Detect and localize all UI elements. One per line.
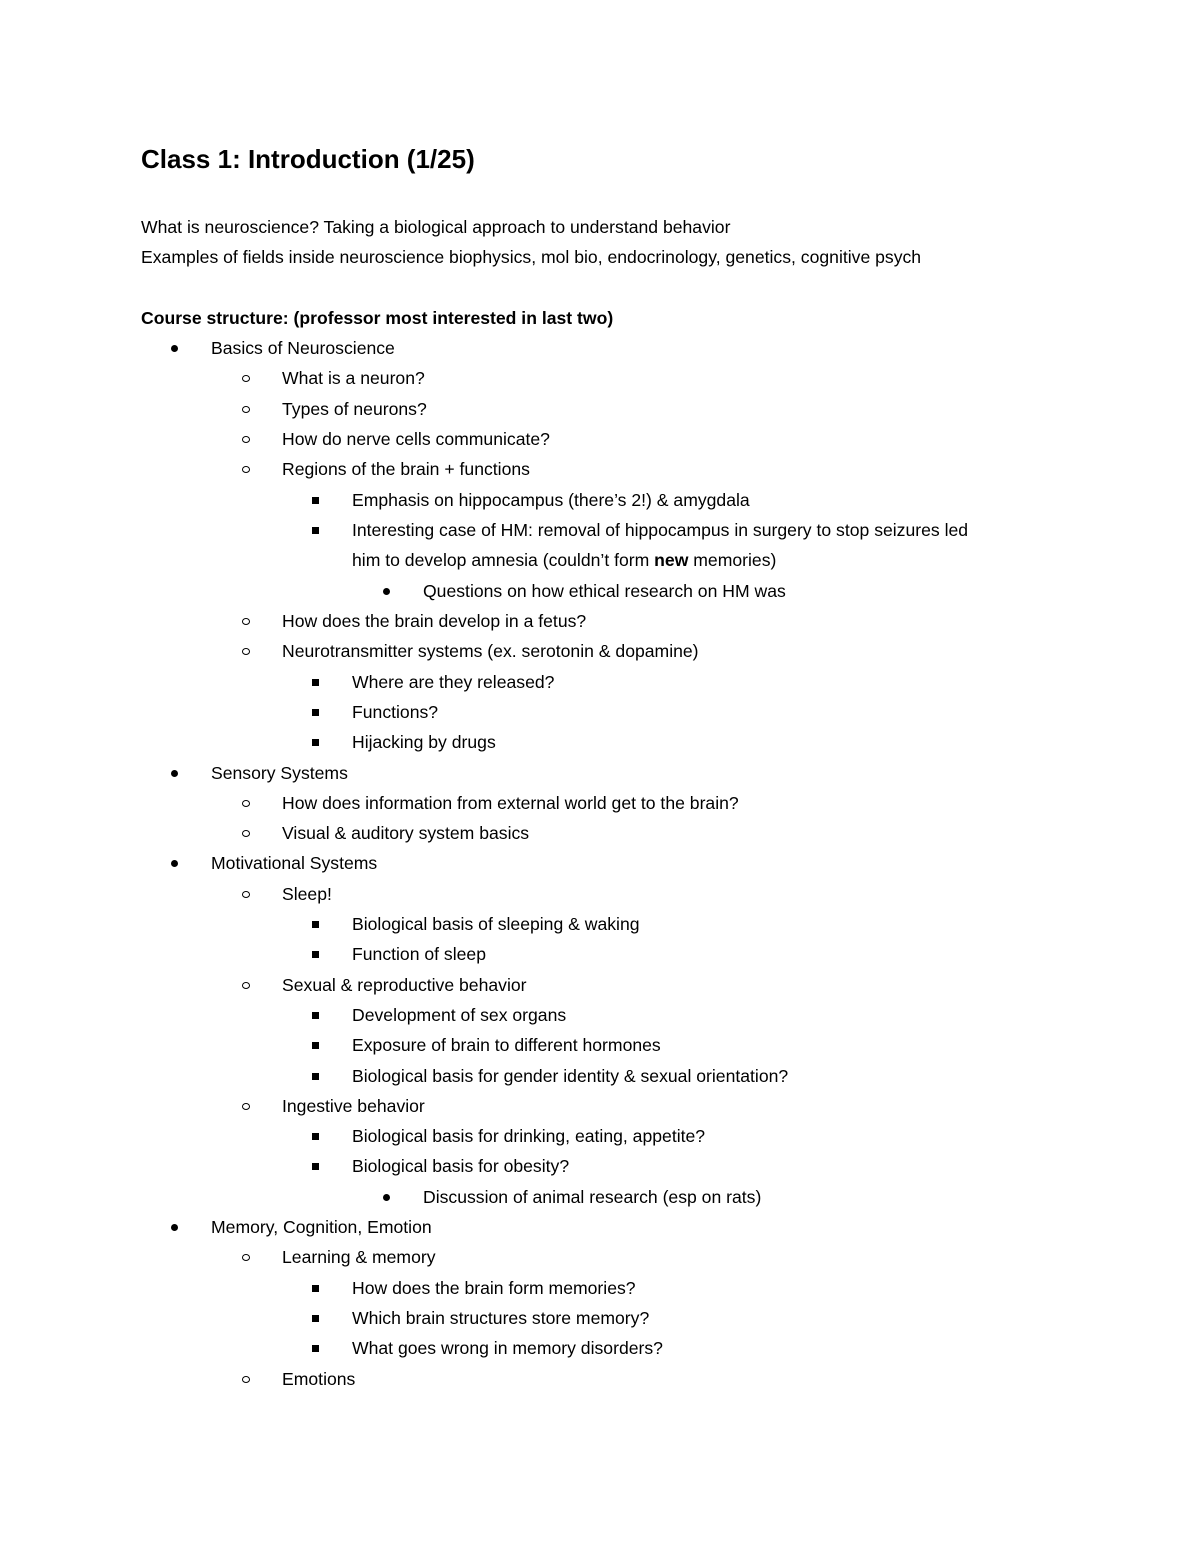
- bullet-square-icon: [316, 1336, 326, 1360]
- list-item: How does the brain develop in a fetus?: [282, 609, 586, 633]
- bullet-square-icon: [316, 700, 326, 724]
- list-item: Motivational Systems: [211, 851, 377, 875]
- bullet-square-icon: [316, 1064, 326, 1088]
- bullet-circle-icon: [246, 882, 256, 906]
- bullet-circle-icon: [246, 609, 256, 633]
- list-item: Ingestive behavior: [282, 1094, 425, 1118]
- bullet-circle-icon: [246, 973, 256, 997]
- list-item: Discussion of animal research (esp on rats): [423, 1185, 761, 1209]
- list-item: Biological basis for drinking, eating, appetite?: [352, 1124, 705, 1148]
- list-item: Visual & auditory system basics: [282, 821, 529, 845]
- course-structure-heading: Course structure: (professor most interested in last two): [141, 308, 614, 328]
- list-item: How do nerve cells communicate?: [282, 427, 550, 451]
- bullet-dot-icon: [387, 1185, 397, 1209]
- bullet-circle-icon: [246, 1367, 256, 1391]
- bullet-square-icon: [316, 1033, 326, 1057]
- list-item: Sensory Systems: [211, 761, 348, 785]
- list-item: Neurotransmitter systems (ex. serotonin & dopamine): [282, 639, 699, 663]
- bullet-square-icon: [316, 1003, 326, 1027]
- bullet-square-icon: [316, 518, 326, 542]
- list-item: Exposure of brain to different hormones: [352, 1033, 661, 1057]
- bullet-dot-icon: [387, 579, 397, 603]
- bullet-square-icon: [316, 1124, 326, 1148]
- list-item: Regions of the brain + functions: [282, 457, 530, 481]
- emphasis-new: new: [654, 550, 689, 570]
- list-item: How does the brain form memories?: [352, 1276, 636, 1300]
- list-item: Functions?: [352, 700, 438, 724]
- list-item: Questions on how ethical research on HM was: [423, 579, 786, 603]
- bullet-circle-icon: [246, 457, 256, 481]
- bullet-dot-icon: [175, 336, 185, 360]
- list-item: What goes wrong in memory disorders?: [352, 1336, 663, 1360]
- list-item: Which brain structures store memory?: [352, 1306, 649, 1330]
- page-title: Class 1: Introduction (1/25): [141, 144, 475, 174]
- bullet-square-icon: [316, 488, 326, 512]
- list-item: Types of neurons?: [282, 397, 427, 421]
- bullet-circle-icon: [246, 397, 256, 421]
- bullet-circle-icon: [246, 366, 256, 390]
- bullet-square-icon: [316, 1154, 326, 1178]
- list-item: Sleep!: [282, 882, 332, 906]
- list-item: Emphasis on hippocampus (there’s 2!) & amygdala: [352, 488, 750, 512]
- list-item: Where are they released?: [352, 670, 554, 694]
- bullet-circle-icon: [246, 427, 256, 451]
- intro-line-1: What is neuroscience? Taking a biological approach to understand behavior: [141, 217, 731, 237]
- bullet-square-icon: [316, 670, 326, 694]
- list-item-continuation: him to develop amnesia (couldn’t form new memories): [352, 550, 777, 570]
- bullet-circle-icon: [246, 639, 256, 663]
- bullet-circle-icon: [246, 821, 256, 845]
- bullet-dot-icon: [175, 1215, 185, 1239]
- list-item: Biological basis of sleeping & waking: [352, 912, 640, 936]
- list-item: Interesting case of HM: removal of hippocampus in surgery to stop seizures led: [352, 518, 968, 542]
- bullet-dot-icon: [175, 851, 185, 875]
- list-item: Learning & memory: [282, 1245, 436, 1269]
- list-item: Basics of Neuroscience: [211, 336, 395, 360]
- list-item: Emotions: [282, 1367, 355, 1391]
- bullet-square-icon: [316, 1306, 326, 1330]
- bullet-square-icon: [316, 1276, 326, 1300]
- list-item: Function of sleep: [352, 942, 486, 966]
- list-item: What is a neuron?: [282, 366, 425, 390]
- bullet-square-icon: [316, 942, 326, 966]
- list-item: Development of sex organs: [352, 1003, 566, 1027]
- list-item: Sexual & reproductive behavior: [282, 973, 527, 997]
- list-item: Biological basis for gender identity & sexual orientation?: [352, 1064, 788, 1088]
- bullet-circle-icon: [246, 1094, 256, 1118]
- bullet-circle-icon: [246, 1245, 256, 1269]
- list-item: How does information from external world get to the brain?: [282, 791, 739, 815]
- bullet-square-icon: [316, 912, 326, 936]
- bullet-circle-icon: [246, 791, 256, 815]
- intro-line-2: Examples of fields inside neuroscience biophysics, mol bio, endocrinology, genetics, cognitive psych: [141, 247, 922, 267]
- bullet-dot-icon: [175, 761, 185, 785]
- bullet-square-icon: [316, 730, 326, 754]
- list-item: Hijacking by drugs: [352, 730, 496, 754]
- list-item: Memory, Cognition, Emotion: [211, 1215, 432, 1239]
- list-item: Biological basis for obesity?: [352, 1154, 569, 1178]
